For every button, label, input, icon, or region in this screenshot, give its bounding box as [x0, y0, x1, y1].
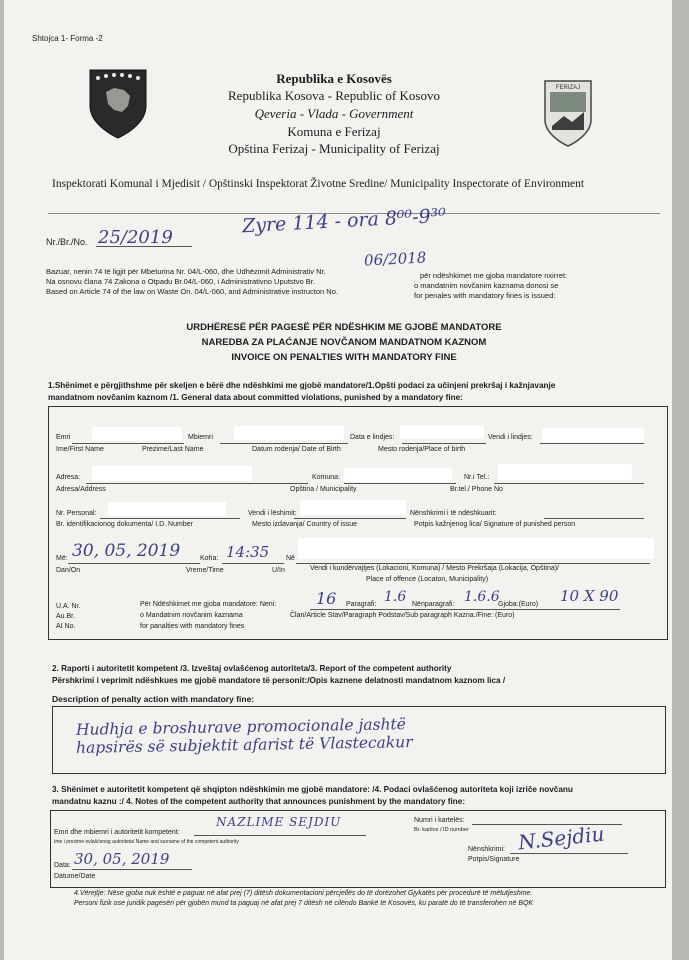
phone-label: Nr.i Tel.:: [464, 474, 490, 481]
basis-line-2: Na osnovu člana 74 Zakona o Otpadu Br.04/L-060, i Administrativno Uputstvo Br.: [46, 277, 315, 286]
authority-name-value: NAZLIME SEJDIU: [216, 815, 342, 829]
place-sub-2: Place of offence (Locaton, Municipality): [366, 576, 489, 583]
header-line-2: Republika Kosova - Republic of Kosovo: [228, 88, 440, 103]
municipality-sub: Opština / Municipality: [290, 486, 357, 493]
redacted-municipality: [344, 468, 452, 482]
signature-punished-sub: Potpis kažnjenog lica/ Signature of punished person: [414, 521, 576, 528]
in-sub: U/In: [272, 567, 285, 574]
basis-right-1: për ndëshkimet me gjoba mandatore nxirret:: [420, 271, 568, 280]
svg-text:FERIZAJ: FERIZAJ: [555, 85, 581, 91]
first-name-label: Emri: [56, 434, 71, 441]
authority-signature-line: [510, 853, 628, 854]
corner-label: Shtojca 1- Forma -2: [32, 34, 103, 43]
municipality-line: [344, 483, 456, 484]
section3-box: [50, 810, 666, 888]
address-sub: Adresa/Address: [56, 486, 106, 493]
redacted-place: [298, 538, 654, 559]
section1-heading-1: 1.Shënimet e përgjithshme për skeljen e bërë dhe ndëshkimi me gjobë mandatore/1.Opšti podaci za učinjeni prekršaj i kažnjavanje: [48, 381, 556, 390]
subparagraph-value: 1.6.6: [464, 589, 500, 605]
phone-sub: Br.tel./ Phone No: [450, 486, 503, 493]
issue-place-sub: Mesto izdavanja/ Country of issue: [252, 521, 358, 528]
title-english: INVOICE ON PENALTIES WITH MANDATORY FINE: [231, 352, 457, 363]
header-line-5: Opština Ferizaj - Municipality of Ferizaj: [228, 141, 440, 156]
note-line-1: 4.Vërejtje: Nëse gjoba nuk është e paguar në afat prej (7) ditësh dokumentacioni përcjellës do të dorëzohet Gjykatës për procedurë të mëtutjeshme.: [74, 890, 533, 897]
date-label: Më:: [56, 555, 68, 562]
fine-amount-value: 10 X 90: [560, 587, 619, 605]
header-line-3: Qeveria - Vlada - Government: [254, 106, 414, 121]
redacted-first-name: [92, 427, 182, 441]
pob-sub: Mesto rodenja/Place of birth: [378, 446, 466, 453]
pob-label: Vendi i lindjes:: [488, 434, 533, 441]
ferizaj-emblem-icon: [542, 78, 594, 150]
fine-amount-label: Gjoba:(Euro): [498, 601, 539, 608]
authority-signature-label: Nënshkrimi:: [468, 846, 505, 853]
place-label: Në: [286, 555, 295, 562]
date-value: 30, 05, 2019: [72, 541, 181, 561]
title-albanian: URDHËRESË PËR PAGESË PËR NDËSHKIM ME GJOBË MANDATORE: [186, 322, 502, 333]
subparagraph-label: Nënparagrafi:: [412, 601, 455, 608]
authority-date-sub: Datume/Date: [54, 873, 96, 880]
section2-heading-1: 2. Raporti i autoritetit kompetent /3. Izveštaj ovlašćenog autoriteta/3. Report of the competent authority: [52, 664, 452, 673]
authority-date-label: Data:: [54, 862, 71, 869]
last-name-line: [220, 443, 348, 444]
dob-sub: Datum rodenja/ Date of Birth: [252, 446, 341, 453]
ua-label-1: U.A. Nr.: [56, 603, 81, 610]
redacted-last-name: [234, 426, 344, 440]
inspectorate-title: Inspektorati Komunal i Mjedisit / Opštinski Inspektorat Životne Sredine/ Municipality Inspectorate of Environment: [52, 178, 585, 190]
place-sub-1: Vendi i kundërvajtjes (Lokacioni, Komuna) / Mesto Prekršaja (Lokacija, Opština)/: [310, 565, 560, 572]
time-sub: Vreme/Time: [186, 567, 224, 574]
personal-no-sub: Br. identifikacionog dokumenta/ I.D. Number: [56, 521, 193, 528]
card-number-label: Numri i kartelës:: [414, 817, 465, 824]
first-name-sub: Ime/First Name: [56, 446, 104, 453]
reference-value: 25/2019: [98, 227, 173, 248]
ua-label-2: Au.Br.: [56, 613, 76, 620]
time-label: Koha:: [200, 555, 219, 562]
authority-date-value: 30, 05, 2019: [74, 850, 170, 868]
basis-right-2: o mandatnim novčanim kaznama donosi se: [414, 281, 559, 290]
signature-punished-label: Nënshkrimi i të ndëshkuarit:: [410, 510, 497, 517]
fine-form-document: [4, 0, 672, 960]
note-line-2: Personi fizik ose juridik pagesën për gjobën mund ta paguaj në afat prej 7 ditësh në cilëndo Bankë të Kosovës, ku paratë do të transferohen në BQK: [74, 900, 534, 907]
redacted-issue-place: [300, 500, 406, 515]
municipality-label: Komuna:: [312, 474, 341, 481]
place-line: [296, 563, 650, 564]
penalty-description-line-1: Hudhja e broshurave promocionale jashtë: [75, 715, 407, 739]
fine-values-line: [310, 609, 620, 610]
date-line: [68, 563, 200, 564]
section2-heading-2: Përshkrimi i veprimit ndëshkues me gjobë mandatore të personit:/Opis kaznene delatnosti mandatnom kaznom lica /: [52, 676, 506, 685]
dob-label: Data e lindjes:: [350, 434, 395, 441]
first-name-line: [72, 443, 184, 444]
ua-label-3: AI No.: [56, 623, 76, 630]
time-line: [222, 563, 284, 564]
address-line: [86, 483, 308, 484]
regulation-number: 06/2018: [363, 248, 427, 270]
article-value: 16: [316, 589, 337, 608]
dob-line: [402, 443, 486, 444]
basis-line-3: Based on Article 74 of the law on Waste On. 04/L-060, and Administrative instructon No.: [46, 287, 338, 296]
pob-line: [540, 443, 644, 444]
authority-name-sub: Ime i prezime ovlašćenog autoriteta/ Name and surname of the competent authority: [54, 839, 239, 845]
paragraph-label: Paragrafi:: [346, 601, 377, 608]
issue-place-line: [294, 518, 406, 519]
date-sub: Dan/On: [56, 567, 81, 574]
redacted-phone: [498, 464, 632, 480]
address-label: Adresa:: [56, 474, 81, 481]
signature-punished-line: [544, 518, 644, 519]
issue-place-label: Vendi i lëshimit:: [248, 510, 297, 517]
redacted-dob: [400, 425, 484, 439]
reference-label: Nr./Br./No.: [46, 237, 88, 247]
authority-date-line: [72, 869, 192, 870]
fine-line-2: o Mandatnim novčanim kaznama: [140, 612, 243, 619]
section1-heading-2: mandatnom novčanim kaznom /1. General data about committed violations, punished by a mandatory fine:: [48, 393, 463, 402]
section3-heading-1: 3. Shënimet e autoritetit kompetent që shqipton ndëshkimin me gjobë mandatore: /4. Podaci ovlašćenog autoriteta koji izriče novčanu: [52, 785, 573, 794]
redacted-pob: [542, 428, 644, 442]
kosovo-coat-of-arms-icon: [86, 66, 150, 142]
redacted-personal-no: [108, 502, 226, 516]
fine-sub: Član/Article Stav/Paragraph Podstav/Sub paragraph Kazna./Fine: (Euro): [290, 612, 515, 619]
personal-no-label: Nr. Personal:: [56, 510, 97, 517]
handwritten-office-hours: Zyre 114 - ora 8⁰⁰-9³⁰: [241, 204, 447, 238]
last-name-sub: Prezime/Last Name: [142, 446, 204, 453]
fine-line-1: Për Ndëshkimet me gjoba mandatore: Neni:: [140, 601, 277, 608]
authority-signature-sub: Potpis/Signature: [468, 856, 520, 863]
basis-line-1: Bazuar, nenin 74 të ligjit për Mbeturina Nr. 04/L-060, dhe Udhëzimit Administrativ Nr.: [46, 267, 326, 276]
authority-signature: N.Sejdiu: [516, 821, 606, 855]
reference-underline: [96, 246, 192, 247]
redacted-address: [92, 466, 252, 481]
section3-heading-2: mandatnu kaznu :/ 4. Notes of the competent authority that announces punishment by the mandatory fine:: [52, 797, 466, 806]
authority-name-line: [194, 835, 366, 836]
fine-line-3: for panalties with mandatory fines: [140, 623, 245, 630]
phone-line: [494, 483, 644, 484]
last-name-label: Mbiemri: [188, 434, 213, 441]
basis-right-3: for penales with mandatory fines is issued:: [414, 291, 556, 300]
title-serbian: NAREDBA ZA PLAĆANJE NOVČANOM MANDATNOM KAZNOM: [201, 337, 487, 348]
card-number-sub: Br. kartice / ID number: [414, 827, 469, 833]
penalty-description-line-2: hapsirës së subjektit afarist të Vlastecakur: [75, 733, 413, 757]
time-value: 14:35: [226, 543, 270, 561]
authority-name-label: Emri dhe mbiemri i autoritetit kompetent:: [54, 829, 180, 836]
paragraph-value: 1.6: [384, 589, 407, 605]
header-line-1: Republika e Kosovës: [276, 71, 392, 86]
personal-no-line: [100, 518, 240, 519]
penalty-description-label: Description of penalty action with mandatory fine:: [52, 694, 255, 704]
header-line-4: Komuna e Ferizaj: [287, 124, 381, 139]
